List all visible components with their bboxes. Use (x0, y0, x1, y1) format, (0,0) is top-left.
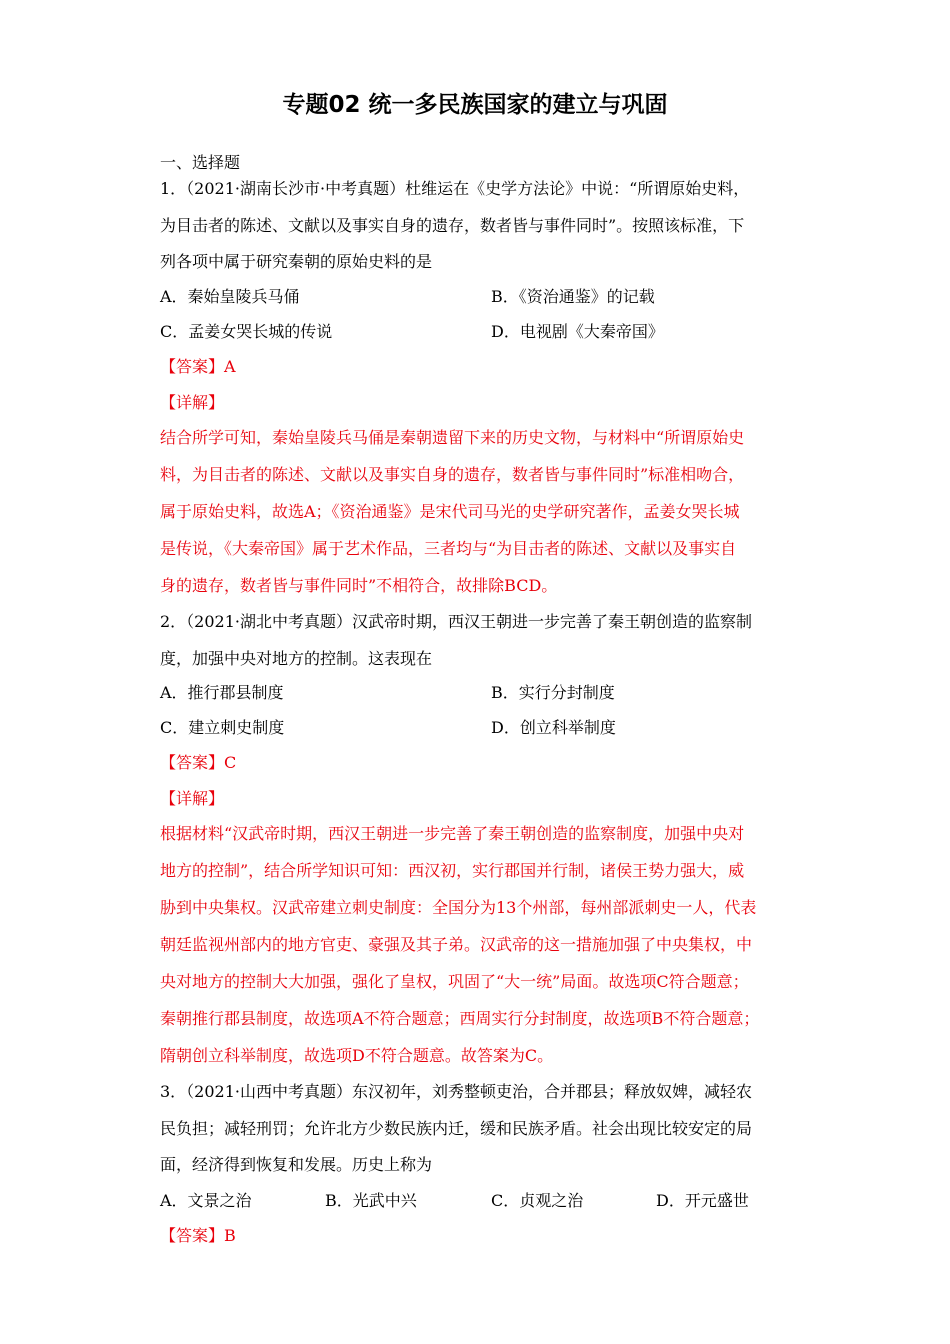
q2-detail-line-7: 隋朝创立科举制度，故选项D不符合题意。故答案为C。 (160, 1046, 554, 1065)
q1-detail-line-3: 属于原始史料，故选A；《资治通鉴》是宋代司马光的史学研究著作，孟姜女哭长城 (160, 502, 740, 521)
q2-detail-line-6: 秦朝推行郡县制度，故选项A不符合题意；西周实行分封制度，故选项B不符合题意； (160, 1009, 760, 1028)
q2-detail-line-5: 央对地方的控制大大加强，强化了皇权，巩固了“大一统”局面。故选项C符合题意； (160, 972, 749, 991)
q1-answer: 【答案】A (160, 357, 236, 376)
q1-option-a: A．秦始皇陵兵马俑 (160, 287, 300, 306)
q2-option-d: D．创立科举制度 (491, 718, 616, 737)
q3-stem-line-2: 民负担；减轻刑罚；允许北方少数民族内迁，缓和民族矛盾。社会出现比较安定的局 (160, 1119, 753, 1138)
q2-detail-line-1: 根据材料“汉武帝时期，西汉王朝进一步完善了秦王朝创造的监察制度，加强中央对 (160, 824, 745, 843)
q2-option-a: A．推行郡县制度 (160, 683, 284, 702)
q3-answer: 【答案】B (160, 1226, 236, 1245)
section-heading: 一、选择题 (160, 153, 241, 172)
q3-option-c: C．贞观之治 (491, 1191, 584, 1210)
q1-stem-line-1: 1．（2021·湖南长沙市·中考真题）杜维运在《史学方法论》中说：“所谓原始史料， (160, 179, 750, 198)
page-title: 专题02 统一多民族国家的建立与巩固 (282, 92, 668, 118)
q2-answer: 【答案】C (160, 753, 237, 772)
q1-detail-line-2: 料，为目击者的陈述、文献以及事实自身的遗存，数者皆与事件同时”标准相吻合， (160, 465, 745, 484)
q3-option-a: A．文景之治 (160, 1191, 252, 1210)
q2-option-b: B．实行分封制度 (491, 683, 615, 702)
q1-detail-line-1: 结合所学可知，秦始皇陵兵马俑是秦朝遗留下来的历史文物，与材料中“所谓原始史 (160, 428, 745, 447)
q3-stem-line-1: 3．（2021·山西中考真题）东汉初年，刘秀整顿吏治，合并郡县；释放奴婢，减轻农 (160, 1082, 752, 1101)
q1-stem-line-3: 列各项中属于研究秦朝的原始史料的是 (160, 252, 433, 271)
q3-stem-line-3: 面，经济得到恢复和发展。历史上称为 (160, 1155, 433, 1174)
q2-detail-line-3: 胁到中央集权。汉武帝建立刺史制度：全国分为13个州部，每州部派刺史一人，代表 (160, 898, 757, 917)
q1-option-d: D．电视剧《大秦帝国》 (491, 322, 664, 341)
q1-detail-line-4: 是传说，《大秦帝国》属于艺术作品，三者均与“为目击者的陈述、文献以及事实自 (160, 539, 737, 558)
q2-detail-line-4: 朝廷监视州部内的地方官吏、豪强及其子弟。汉武帝的这一措施加强了中央集权，中 (160, 935, 753, 954)
q3-option-b: B．光武中兴 (325, 1191, 417, 1210)
q2-stem-line-1: 2．（2021·湖北中考真题）汉武帝时期，西汉王朝进一步完善了秦王朝创造的监察制 (160, 612, 752, 631)
q2-detail-line-2: 地方的控制”，结合所学知识可知：西汉初，实行郡国并行制，诸侯王势力强大，威 (160, 861, 745, 880)
q1-detail-label: 【详解】 (160, 393, 225, 412)
q1-option-b: B．《资治通鉴》的记载 (491, 287, 655, 306)
q2-detail-label: 【详解】 (160, 789, 225, 808)
q2-stem-line-2: 度，加强中央对地方的控制。这表现在 (160, 649, 433, 668)
q3-option-d: D．开元盛世 (656, 1191, 749, 1210)
q2-option-c: C．建立刺史制度 (160, 718, 285, 737)
q1-stem-line-2: 为目击者的陈述、文献以及事实自身的遗存，数者皆与事件同时”。按照该标准，下 (160, 216, 745, 235)
q1-option-c: C．孟姜女哭长城的传说 (160, 322, 333, 341)
q1-detail-line-5: 身的遗存，数者皆与事件同时”不相符合，故排除BCD。 (160, 576, 558, 595)
